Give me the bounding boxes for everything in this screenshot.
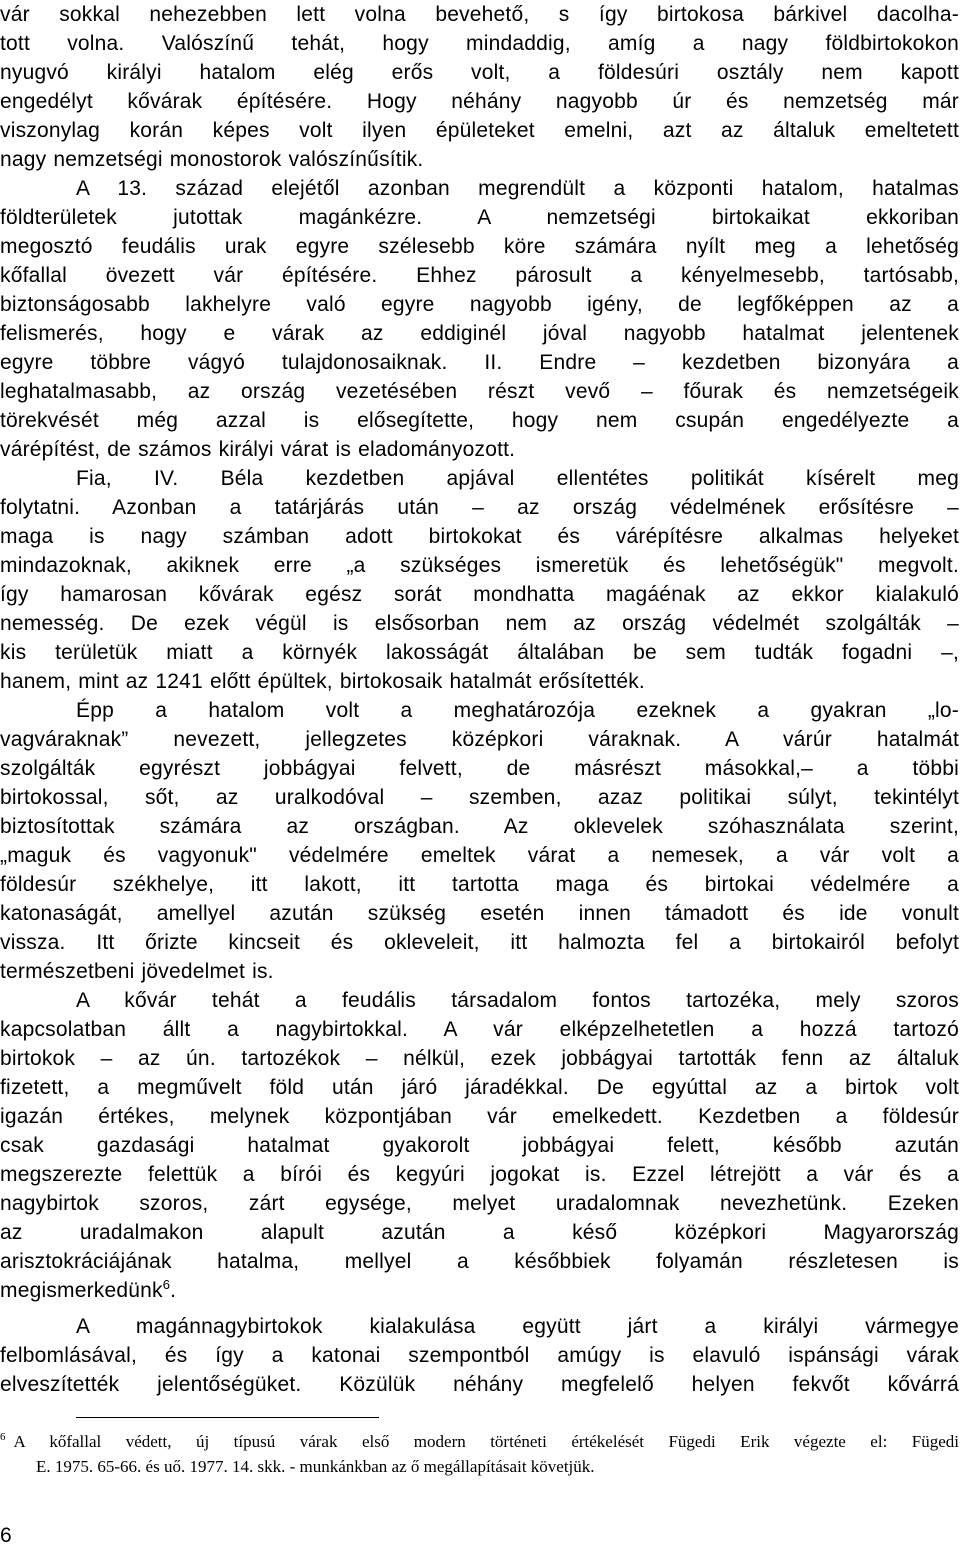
text-line: „maguk és vagyonuk" védelmére emeltek várat a nemesek, a vár volt a (0, 844, 959, 867)
text-line: tott volna. Valószínű tehát, hogy mindaddig, amíg a nagy földbirtokokon (0, 32, 959, 55)
text-line: földesúr székhelye, itt lakott, itt tartotta maga és birtokai védelmére a (0, 873, 959, 896)
text-line: csak gazdasági hatalmat gyakorolt jobbágyai felett, később azután (0, 1134, 959, 1157)
footnote-reference[interactable]: 6 (162, 1277, 171, 1292)
text-line: A magánnagybirtokok kialakulása együtt járt a királyi vármegye (76, 1315, 959, 1338)
text-line: elveszítették jelentőségüket. Közülük néhány megfelelő helyen fekvőt kővárrá (0, 1373, 959, 1396)
text-line: mindazoknak, akiknek erre „a szükséges ismeretük és lehetőségük" megvolt. (0, 554, 959, 577)
text-line: megszerezte felettük a bírói és kegyúri jogokat is. Ezzel létrejött a vár és a (0, 1163, 959, 1186)
text-line-content: megismerkedünk (0, 1279, 163, 1302)
page-number: 6 (0, 1524, 12, 1547)
text-line: vissza. Itt őrizte kincseit és okleveleit, itt halmozta fel a birtokairól befolyt (0, 931, 959, 954)
sentence-end: . (170, 1279, 177, 1302)
text-line: egyre többre vágyó tulajdonosaiknak. II. Endre – kezdetben bizonyára a (0, 351, 959, 374)
text-line: nagybirtok szoros, zárt egysége, melyet uradalomnak nevezhetünk. Ezeken (0, 1192, 959, 1215)
text-line: várépítést, de számos királyi várat is eladományozott. (0, 438, 516, 461)
text-line: vár sokkal nehezebben lett volna bevehető, s így birtokosa bárkivel dacolha- (0, 3, 959, 26)
text-line: földterületek jutottak magánkézre. A nemzetségi birtokaikat ekkoriban (0, 206, 959, 229)
text-line: A kővár tehát a feudális társadalom fontos tartozéka, mely szoros (76, 989, 959, 1012)
text-line: az uradalmakon alapult azután a késő középkori Magyarország (0, 1221, 959, 1244)
text-line: Épp a hatalom volt a meghatározója ezeknek a gyakran „lo- (76, 699, 959, 722)
footnote-line-2: E. 1975. 65-66. és uő. 1977. 14. skk. - munkánkban az ő megállapításait követjük. (36, 1457, 595, 1476)
text-line: kis területük miatt a környék lakosságát általában be sem tudták fogadni –, (0, 641, 959, 664)
footnote-text: A kőfallal védett, új típusú várak első modern történeti értékelését Fügedi Erik végezte el: Fügedi (13, 1432, 959, 1451)
text-line: felismerés, hogy e várak az eddiginél jóval nagyobb hatalmat jelentenek (0, 322, 959, 345)
text-line: felbomlásával, és így a katonai szempontból amúgy is elavuló ispánsági várak (0, 1344, 959, 1367)
text-line: vagváraknak” nevezett, jellegzetes középkori váraknak. A várúr hatalmát (0, 728, 959, 751)
text-line: biztonságosabb lakhelyre való egyre nagyobb igény, de legfőképpen az a (0, 293, 959, 316)
text-line-with-footnote-ref (0, 1276, 959, 1305)
text-line: birtokossal, sőt, az uralkodóval – szemben, azaz politikai súlyt, tekintélyt (0, 786, 959, 809)
text-line: katonaságát, amellyel azután szükség esetén innen támadott és ide vonult (0, 902, 959, 925)
text-line: nemesség. De ezek végül is elsősorban nem az ország védelmét szolgálták – (0, 612, 959, 635)
text-line: folytatni. Azonban a tatárjárás után – az ország védelmének erősítésre – (0, 496, 959, 519)
text-line: nagy nemzetségi monostorok valószínűsítik. (0, 148, 424, 171)
text-line: arisztokráciájának hatalma, mellyel a későbbiek folyamán részletesen is (0, 1250, 959, 1273)
footnote-number: 6 (0, 1431, 6, 1443)
footnote-line-1 (0, 1429, 959, 1454)
text-line: természetbeni jövedelmet is. (0, 960, 274, 983)
text-line: hanem, mint az 1241 előtt épültek, birtokosaik hatalmát erősítették. (0, 670, 645, 693)
text-line: kőfallal övezett vár építésére. Ehhez párosult a kényelmesebb, tartósabb, (0, 264, 959, 287)
text-line: leghatalmasabb, az ország vezetésében részt vevő – főurak és nemzetségeik (0, 380, 959, 403)
text-line: nyugvó királyi hatalom elég erős volt, a földesúri osztály nem kapott (0, 61, 959, 84)
text-line: igazán értékes, melynek központjában vár emelkedett. Kezdetben a földesúr (0, 1105, 959, 1128)
text-line: biztosítottak számára az országban. Az oklevelek szóhasználata szerint, (0, 815, 959, 838)
text-line: maga is nagy számban adott birtokokat és várépítésre alkalmas helyeket (0, 525, 959, 548)
text-line: szolgálták egyrészt jobbágyai felvett, de másrészt másokkal,– a többi (0, 757, 959, 780)
text-line: engedélyt kővárak építésére. Hogy néhány nagyobb úr és nemzetség már (0, 90, 959, 113)
text-line: kapcsolatban állt a nagybirtokkal. A vár elképzelhetetlen a hozzá tartozó (0, 1018, 959, 1041)
footnote-separator (76, 1417, 379, 1418)
text-line: birtokok – az ún. tartozékok – nélkül, ezek jobbágyai tartották fenn az általuk (0, 1047, 959, 1070)
text-line: Fia, IV. Béla kezdetben apjával ellentétes politikát kísérelt meg (76, 467, 959, 490)
text-line: így hamarosan kővárak egész sorát mondhatta magáénak az ekkor kialakuló (0, 583, 959, 606)
text-line: megosztó feudális urak egyre szélesebb köre számára nyílt meg a lehetőség (0, 235, 959, 258)
text-line: A 13. század elejétől azonban megrendült a központi hatalom, hatalmas (76, 177, 959, 200)
text-line: törekvését még azzal is elősegítette, hogy nem csupán engedélyezte a (0, 409, 959, 432)
text-line: viszonylag korán képes volt ilyen épületeket emelni, azt az általuk emeltetett (0, 119, 959, 142)
text-line: fizetett, a megművelt föld után járó járadékkal. De egyúttal az a birtok volt (0, 1076, 959, 1099)
